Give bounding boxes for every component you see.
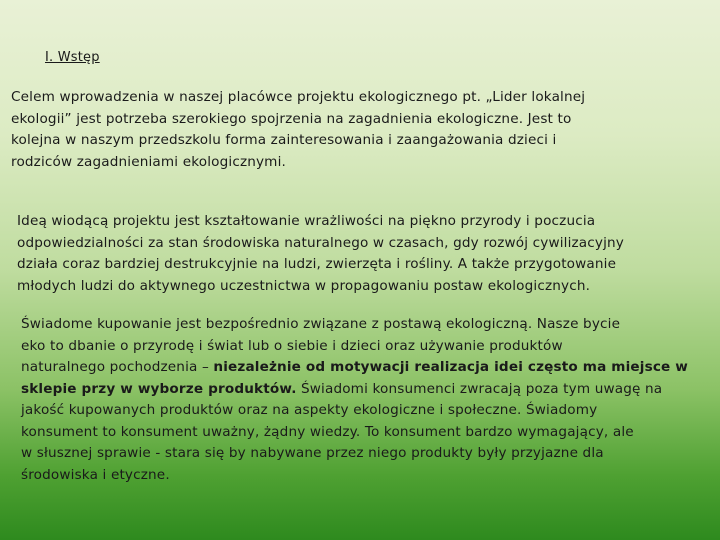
text-bold: niezależnie od motywacji realizacja idei często ma miejsce w: [213, 359, 689, 375]
text-line: ekologii” jest potrzeba szerokiego spojrzenia na zagadnienia ekologiczne. Jest to: [11, 110, 572, 127]
text-line: w słusznej sprawie - stara się by nabywane przez niego produkty były przyjazne dla: [21, 445, 604, 461]
text-line: Ideą wiodącą projektu jest kształtowanie wrażliwości na piękno przyrody i poczucia: [17, 213, 596, 229]
text-line: konsument to konsument uważny, żądny wiedzy. To konsument bardzo wymagający, ale: [21, 423, 634, 440]
intro-paragraph: [11, 87, 651, 173]
text-normal: Świadomi konsumenci zwracają poza tym uwagę na: [296, 380, 663, 397]
conscious-shopping-paragraph: [21, 314, 711, 486]
text-line: działa coraz bardziej destrukcyjnie na ludzi, zwierzęta i rośliny. A także przygotowanie: [17, 256, 617, 272]
idea-paragraph: [17, 211, 677, 297]
text-line: Świadome kupowanie jest bezpośrednio związane z postawą ekologiczną. Nasze bycie: [21, 316, 621, 332]
section-heading: I. Wstęp: [45, 50, 100, 65]
text-line: eko to dbanie o przyrodę i świat lub o siebie i dzieci oraz używanie produktów: [21, 337, 563, 354]
text-line: kolejna w naszym przedszkolu forma zainteresowania i zaangażowania dzieci i: [11, 132, 557, 148]
text-line: jakość kupowanych produktów oraz na aspekty ekologiczne i społeczne. Świadomy: [21, 402, 598, 418]
text-bold: sklepie przy w wyborze produktów.: [21, 380, 297, 397]
text-line: [21, 357, 711, 379]
text-line: rodziców zagadnieniami ekologicznymi.: [11, 153, 286, 170]
text-line: środowiska i etyczne.: [21, 466, 170, 483]
text-line: młodych ludzi do aktywnego uczestnictwa w propagowaniu postaw ekologicznych.: [17, 277, 591, 294]
text-normal: naturalnego pochodzenia –: [21, 359, 214, 375]
text-line: Celem wprowadzenia w naszej placówce projektu ekologicznego pt. „Lider lokalnej: [11, 89, 586, 105]
text-line: odpowiedzialności za stan środowiska naturalnego w czasach, gdy rozwój cywilizacyjny: [17, 234, 624, 251]
text-line: [21, 379, 711, 401]
